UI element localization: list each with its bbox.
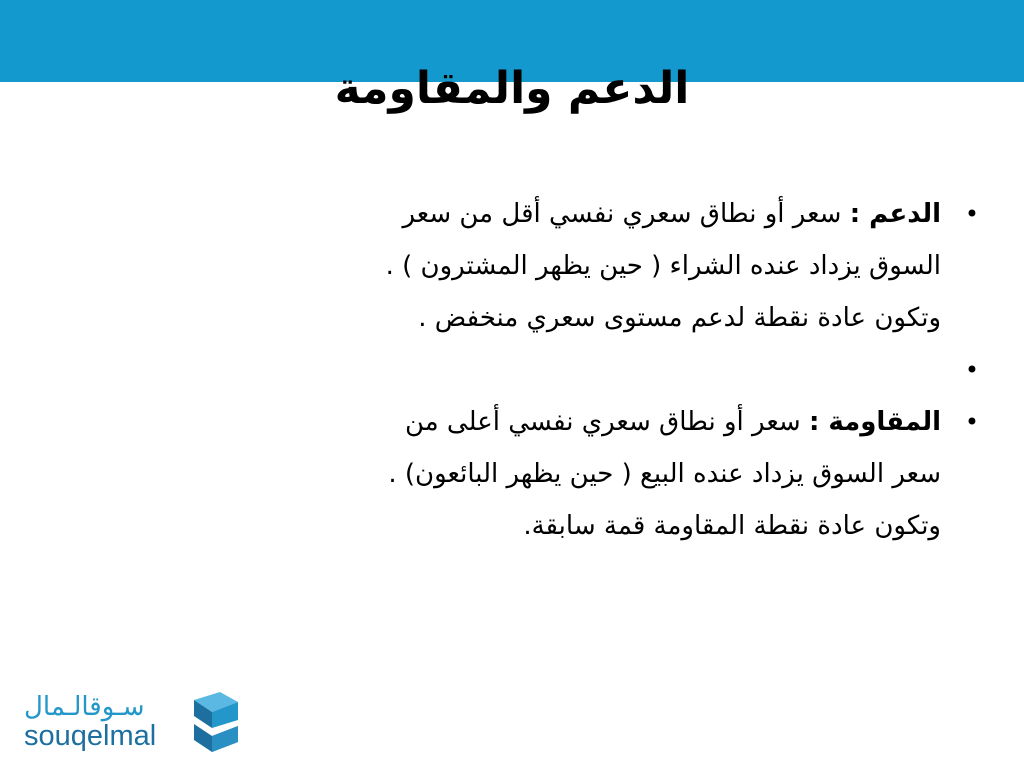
- bullet-empty: [371, 344, 985, 396]
- bullet-list: [330, 188, 985, 552]
- bullet-icon: •: [964, 200, 979, 228]
- bullet-term: الدعم :: [849, 199, 941, 229]
- bullet-text: سعر أو نطاق سعري نفسي أقل من سعر السوق يزداد عنده الشراء ( حين يظهر المشترون ) . وتكون عادة نقطة لدعم مستوى سعري منخفض .: [385, 199, 941, 333]
- bullet-icon: •: [964, 408, 979, 436]
- bullet-icon: •: [964, 356, 979, 384]
- logo-mark-icon: [190, 690, 242, 756]
- souqelmal-logo: [22, 690, 247, 760]
- logo-latin-text: souqelmal: [24, 720, 157, 752]
- bullet-term: المقاومة :: [808, 407, 941, 437]
- bullet-text: سعر أو نطاق سعري نفسي أعلى من سعر السوق يزداد عنده البيع ( حين يظهر البائعون) . وتكون عادة نقطة المقاومة قمة سابقة.: [388, 407, 941, 541]
- slide-title: الدعم والمقاومة: [334, 63, 690, 114]
- logo-arabic-text: سـوقالـمال: [24, 692, 145, 722]
- bullet-support: [371, 188, 985, 344]
- bullet-resistance: [371, 396, 985, 552]
